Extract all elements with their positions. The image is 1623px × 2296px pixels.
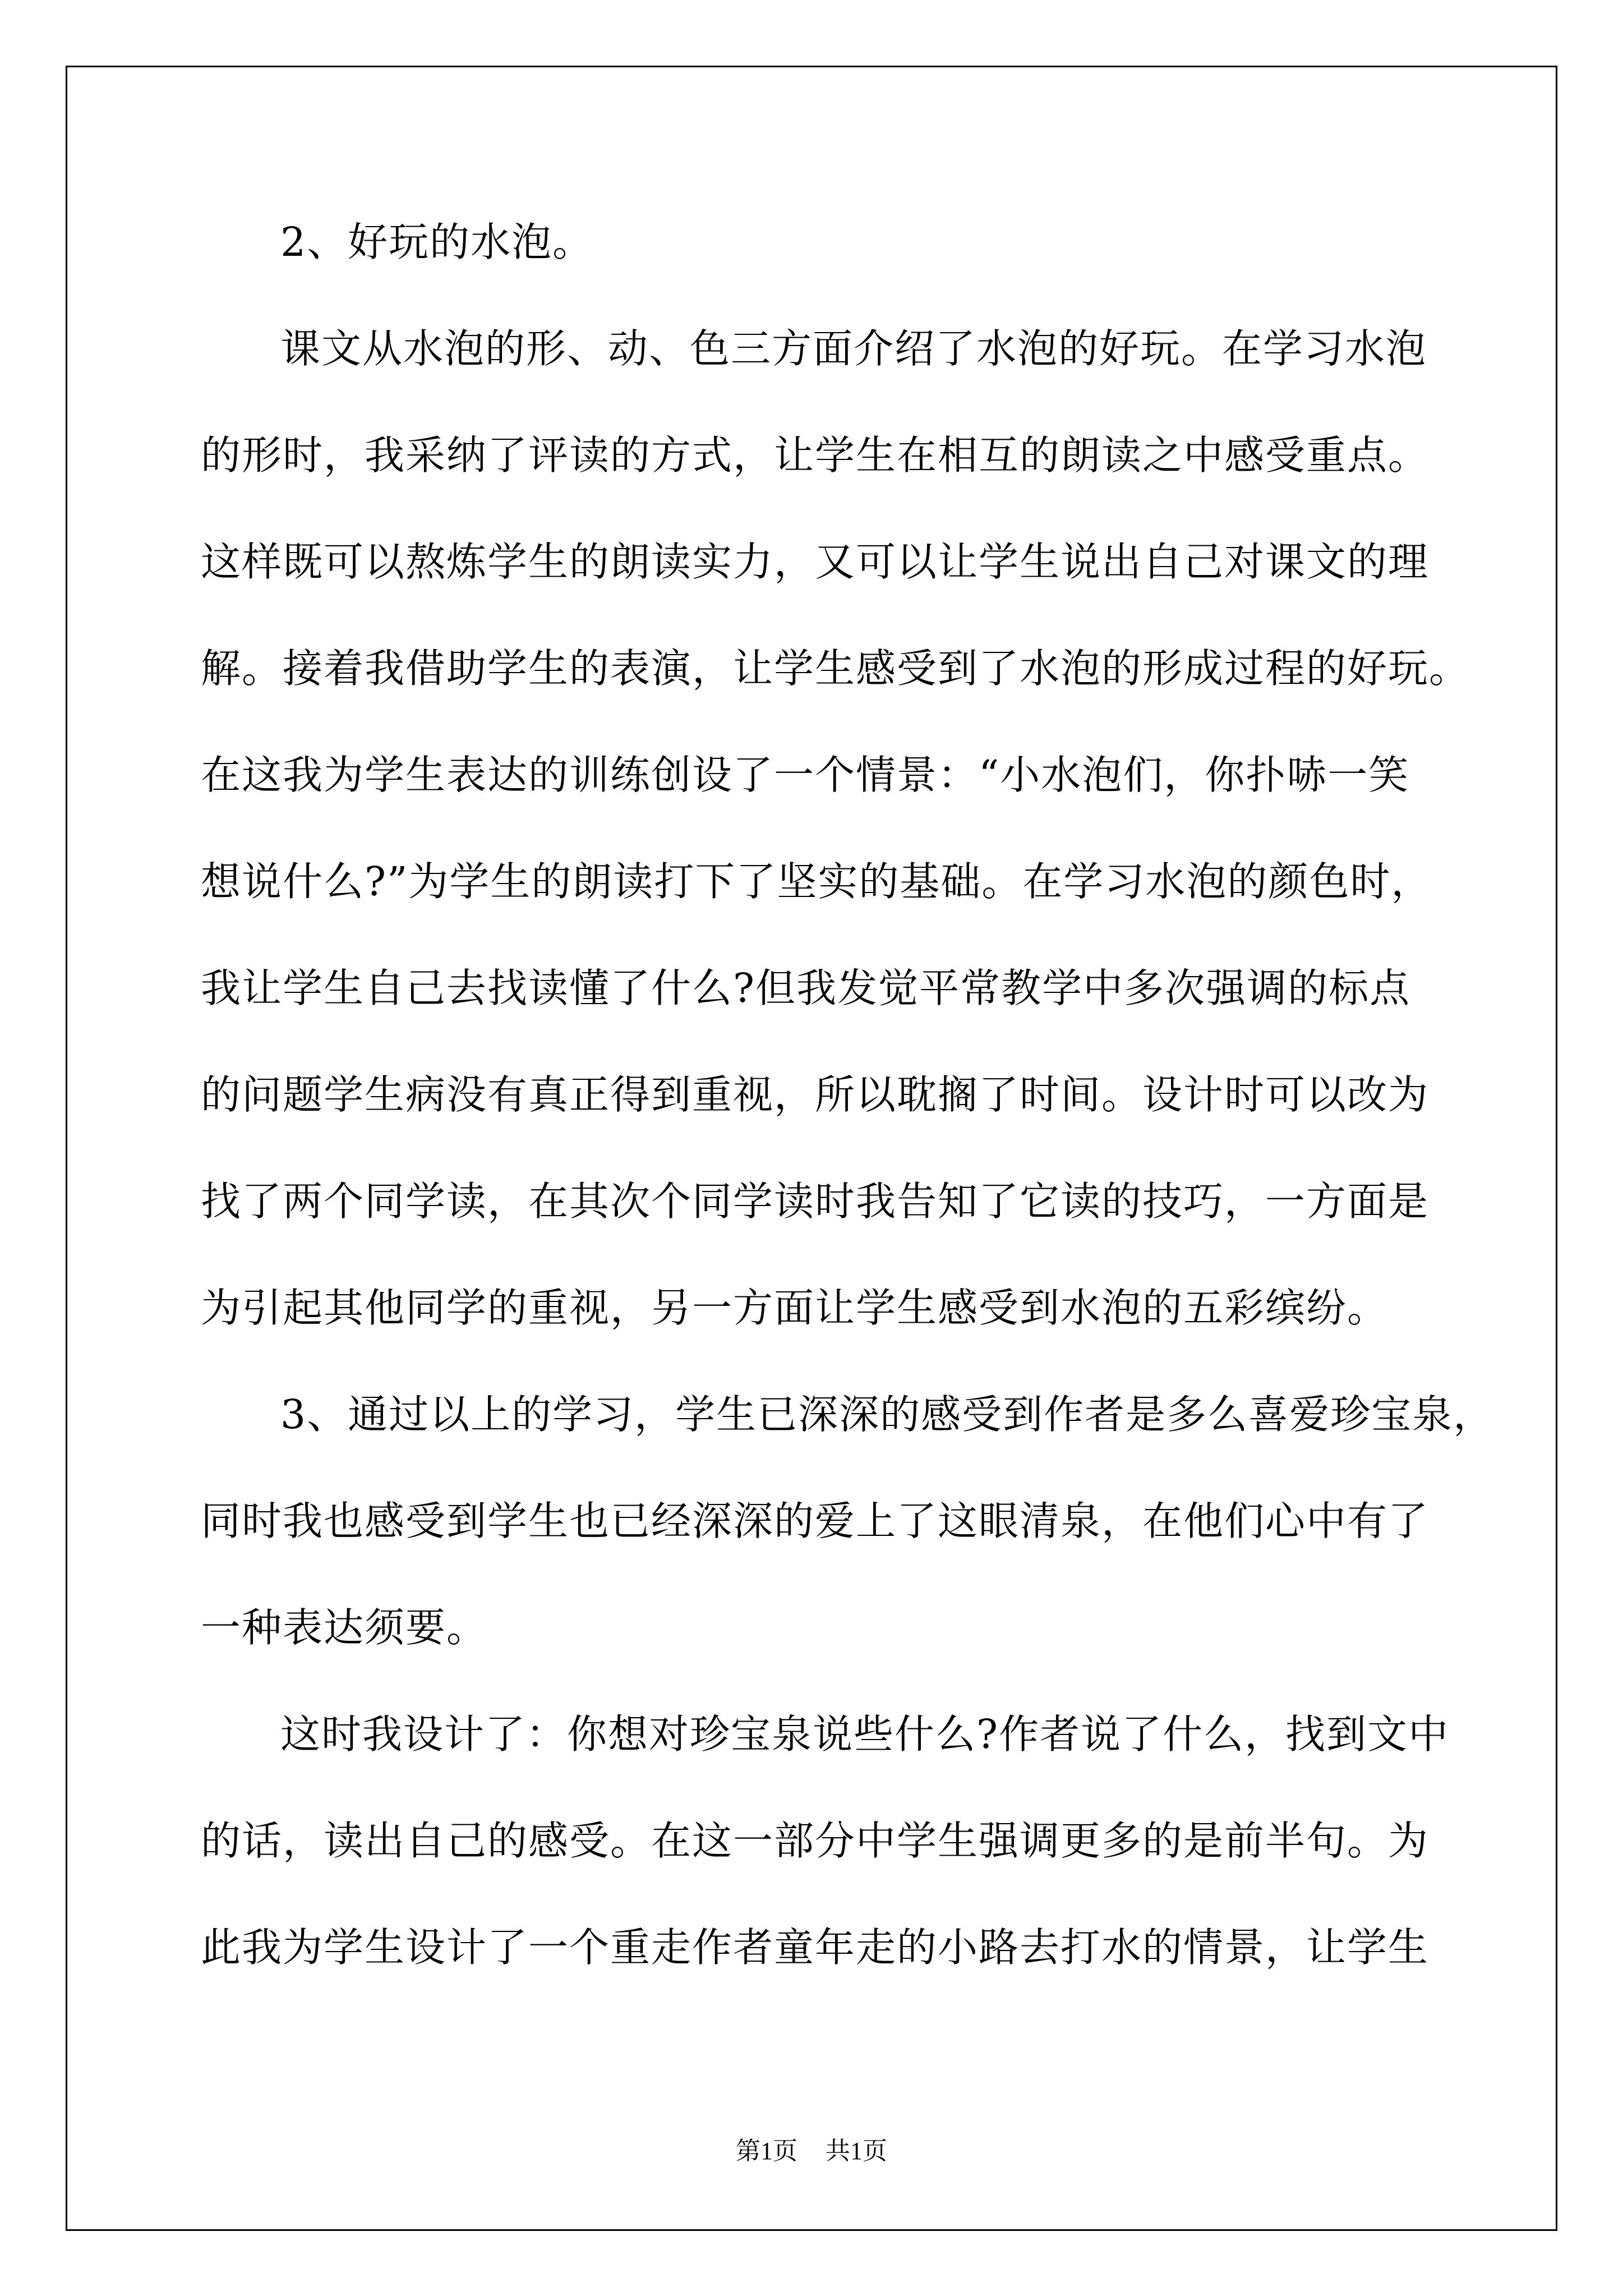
page-border xyxy=(66,66,1557,2231)
body-line-14: 一种表达须要。 xyxy=(201,1604,488,1651)
body-line-15: 这时我设计了：你想对珍宝泉说些什么?作者说了什么，找到文中 xyxy=(280,1711,1450,1757)
body-line-2: 课文从水泡的形、动、色三方面介绍了水泡的好玩。在学习水泡 xyxy=(280,325,1427,372)
page-number-current: 第1页 xyxy=(736,2137,797,2165)
body-line-6: 在这我为学生表达的训练创设了一个情景：“小水泡们，你扑哧一笑 xyxy=(201,752,1410,798)
body-line-13: 同时我也感受到学生也已经深深的爱上了这眼清泉，在他们心中有了 xyxy=(201,1498,1430,1544)
page-number-total: 共1页 xyxy=(826,2137,887,2165)
page-footer xyxy=(0,2134,1623,2168)
body-line-16: 的话，读出自己的感受。在这一部分中学生强调更多的是前半句。为 xyxy=(201,1818,1430,1864)
body-line-3: 的形时，我采纳了评读的方式，让学生在相互的朗读之中感受重点。 xyxy=(201,432,1430,478)
body-line-5: 解。接着我借助学生的表演，让学生感受到了水泡的形成过程的好玩。 xyxy=(201,645,1470,692)
body-line-17: 此我为学生设计了一个重走作者童年走的小路去打水的情景，让学生 xyxy=(201,1924,1430,1971)
body-line-12: 3、通过以上的学习，学生已深深的感受到作者是多么喜爱珍宝泉， xyxy=(280,1391,1495,1438)
body-line-8: 我让学生自己去找读懂了什么?但我发觉平常教学中多次强调的标点 xyxy=(201,965,1411,1011)
body-line-7: 想说什么?”为学生的朗读打下了坚实的基础。在学习水泡的颜色时， xyxy=(201,858,1432,905)
body-line-11: 为引起其他同学的重视，另一方面让学生感受到水泡的五彩缤纷。 xyxy=(201,1285,1389,1331)
body-line-1: 2、好玩的水泡。 xyxy=(280,219,594,265)
body-line-10: 找了两个同学读，在其次个同学读时我告知了它读的技巧，一方面是 xyxy=(201,1178,1430,1225)
body-line-4: 这样既可以熬炼学生的朗读实力，又可以让学生说出自己对课文的理 xyxy=(201,539,1430,585)
body-line-9: 的问题学生病没有真正得到重视，所以耽搁了时间。设计时可以改为 xyxy=(201,1071,1430,1118)
